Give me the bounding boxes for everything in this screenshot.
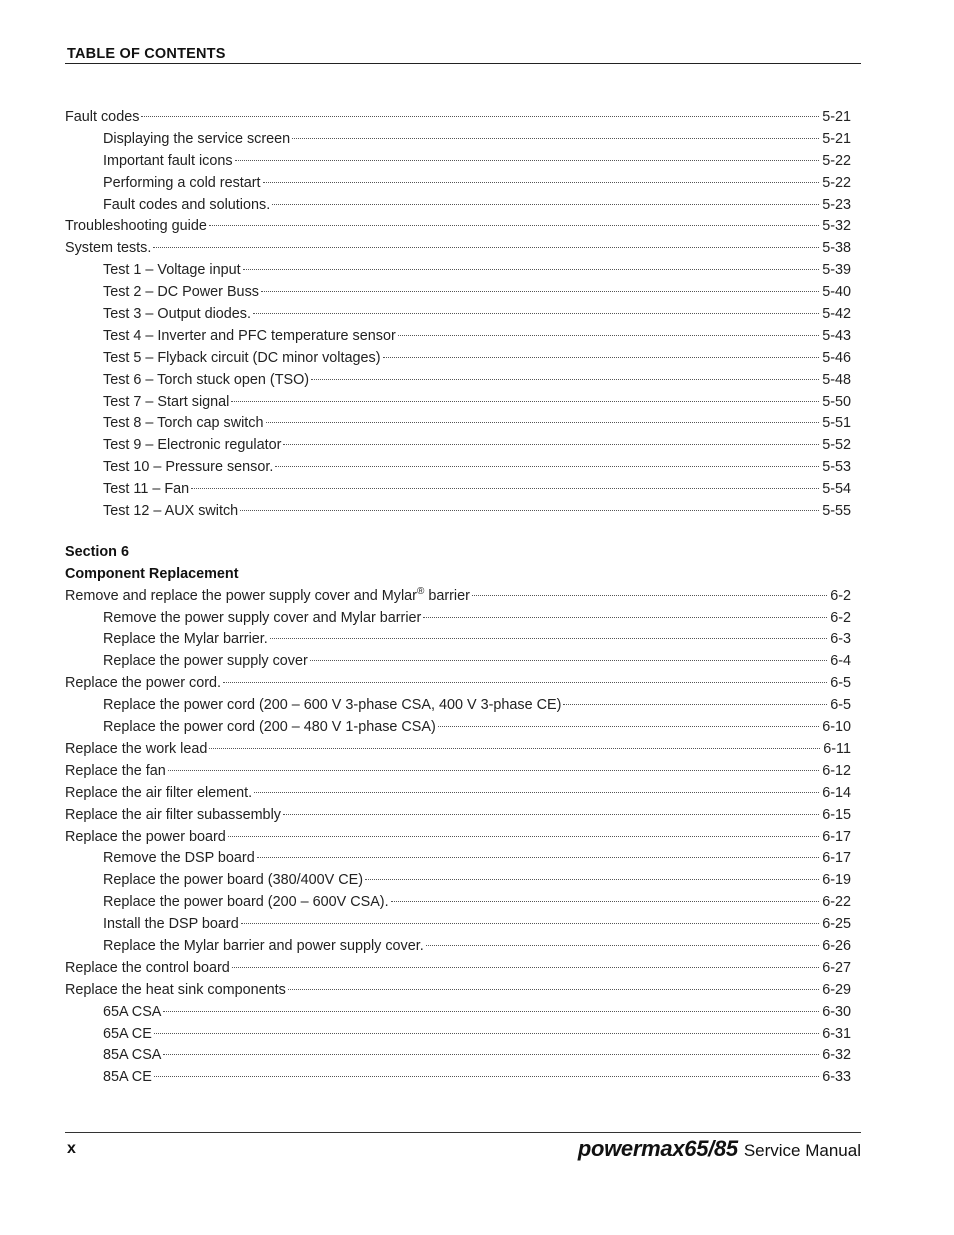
- toc-entry-page: 6-3: [830, 631, 851, 648]
- toc-entry[interactable]: [65, 651, 851, 673]
- toc-entry-title: Replace the control board: [65, 959, 230, 976]
- dot-leader: [223, 682, 827, 683]
- toc-entry-page: 5-55: [822, 503, 851, 520]
- toc-entry[interactable]: [65, 827, 851, 849]
- toc-entry-title: Replace the power supply cover: [103, 653, 308, 670]
- toc-entry[interactable]: [65, 238, 851, 260]
- dot-leader: [141, 116, 819, 117]
- toc-entry-title: Test 11 – Fan: [103, 481, 190, 498]
- toc-entry-title: Replace the power cord (200 – 480 V 1-phase CSA): [103, 719, 436, 736]
- footer-title: [578, 1136, 861, 1162]
- dot-leader: [426, 945, 819, 946]
- toc-entry-page: 6-26: [822, 937, 851, 954]
- dot-leader: [311, 379, 819, 380]
- toc-entry[interactable]: [65, 282, 851, 304]
- section-number-heading: Section 6: [65, 543, 129, 560]
- header-divider: [65, 63, 861, 64]
- toc-entry-page: 6-2: [830, 609, 851, 626]
- manual-label: Service Manual: [743, 1141, 861, 1160]
- dot-leader: [254, 792, 819, 793]
- dot-leader: [243, 269, 820, 270]
- toc-entry-page: 6-2: [830, 587, 851, 604]
- toc-entry-title: Troubleshooting guide: [65, 218, 207, 235]
- dot-leader: [209, 748, 820, 749]
- footer-divider: [65, 1132, 861, 1133]
- toc-entry-page: 5-43: [822, 327, 851, 344]
- toc-entry[interactable]: [65, 195, 851, 217]
- registered-mark: ®: [416, 585, 425, 597]
- toc-entry-page: 6-12: [822, 762, 851, 779]
- toc-entry[interactable]: [65, 304, 851, 326]
- toc-entry[interactable]: [65, 914, 851, 936]
- dot-leader: [283, 814, 819, 815]
- toc-entry[interactable]: [65, 479, 851, 501]
- dot-leader: [168, 770, 819, 771]
- toc-entry-page: 6-10: [822, 719, 851, 736]
- toc-entry[interactable]: [65, 173, 851, 195]
- toc-entry-title: Test 3 – Output diodes.: [103, 306, 251, 323]
- toc-entry-title: Test 5 – Flyback circuit (DC minor voltages): [103, 349, 381, 366]
- toc-entry[interactable]: [65, 980, 851, 1002]
- toc-entry-page: 5-48: [822, 371, 851, 388]
- toc-entry-title: Remove the power supply cover and Mylar barrier: [103, 609, 422, 626]
- toc-entry[interactable]: [65, 1002, 851, 1024]
- toc-entry-page: 6-11: [823, 740, 851, 757]
- dot-leader: [266, 422, 820, 423]
- toc-entry-page: 5-52: [822, 437, 851, 454]
- toc-entry-page: 6-19: [822, 872, 851, 889]
- dot-leader: [163, 1011, 819, 1012]
- dot-leader: [154, 1076, 819, 1077]
- toc-entry[interactable]: [65, 129, 851, 151]
- toc-entry[interactable]: [65, 1067, 851, 1089]
- toc-entry[interactable]: [65, 870, 851, 892]
- toc-entry[interactable]: [65, 673, 851, 695]
- dot-leader: [365, 879, 819, 880]
- toc-section-6-entries: [65, 608, 851, 1090]
- toc-entry-page: 6-32: [822, 1047, 851, 1064]
- toc-entry[interactable]: [65, 216, 851, 238]
- dot-leader: [257, 857, 819, 858]
- toc-entry-page: 5-21: [822, 109, 851, 125]
- dot-leader: [154, 1033, 819, 1034]
- toc-entry[interactable]: [65, 695, 851, 717]
- toc-entry-page: 6-17: [822, 850, 851, 867]
- dot-leader: [391, 901, 820, 902]
- toc-entry-page: 6-29: [822, 981, 851, 998]
- toc-entry[interactable]: [65, 457, 851, 479]
- toc-entry[interactable]: [65, 107, 851, 129]
- dot-leader: [288, 989, 819, 990]
- toc-entry-title: Replace the air filter subassembly: [65, 806, 281, 823]
- toc-entry[interactable]: [65, 761, 851, 783]
- toc-entry-page: 6-22: [822, 894, 851, 911]
- toc-entry-title: Replace the Mylar barrier.: [103, 631, 268, 648]
- toc-entry-page: 5-42: [822, 306, 851, 323]
- dot-leader: [261, 291, 819, 292]
- toc-entry-title: Replace the work lead: [65, 740, 208, 757]
- dot-leader: [383, 357, 820, 358]
- toc-entry-page: 6-33: [822, 1069, 851, 1086]
- toc-entry[interactable]: [65, 586, 851, 608]
- dot-leader: [191, 488, 819, 489]
- toc-entry-page: 5-46: [822, 349, 851, 366]
- toc-entry[interactable]: [65, 151, 851, 173]
- toc-entry[interactable]: [65, 936, 851, 958]
- toc-entry-title: 65A CSA: [103, 1003, 162, 1020]
- dot-leader: [310, 660, 827, 661]
- toc-entry-title: Replace the power cord.: [65, 675, 221, 692]
- dot-leader: [209, 225, 819, 226]
- toc-entry-title: Test 9 – Electronic regulator: [103, 437, 282, 454]
- dot-leader: [398, 335, 819, 336]
- table-of-contents: [65, 107, 851, 1089]
- toc-entry-title: [65, 586, 470, 608]
- toc-entry-page: 6-4: [830, 653, 851, 670]
- toc-entry[interactable]: [65, 629, 851, 651]
- toc-entry-title: Important fault icons: [103, 152, 233, 169]
- dot-leader: [275, 466, 819, 467]
- toc-entry-page: 5-22: [822, 152, 851, 169]
- toc-entry-title: Test 8 – Torch cap switch: [103, 415, 264, 432]
- toc-entry[interactable]: [65, 805, 851, 827]
- dot-leader: [253, 313, 819, 314]
- toc-entry[interactable]: [65, 348, 851, 370]
- dot-leader: [240, 510, 819, 511]
- toc-entry-title: 85A CE: [103, 1069, 152, 1086]
- toc-entry-title: Replace the air filter element.: [65, 784, 253, 801]
- toc-entry-title: Replace the power cord (200 – 600 V 3-phase CSA, 400 V 3-phase CE): [103, 697, 562, 714]
- toc-entry-title: Install the DSP board: [103, 916, 239, 933]
- toc-entry[interactable]: [65, 1024, 851, 1046]
- toc-entry-title: System tests.: [65, 240, 152, 257]
- toc-entry[interactable]: [65, 326, 851, 348]
- dot-leader: [438, 726, 819, 727]
- toc-entry-page: 5-54: [822, 481, 851, 498]
- toc-entry-page: 5-51: [822, 415, 851, 432]
- toc-entry-page: 6-30: [822, 1003, 851, 1020]
- toc-entry-title: Replace the heat sink components: [65, 981, 286, 998]
- toc-entry-page: 6-5: [830, 675, 851, 692]
- toc-entry-title: 65A CE: [103, 1025, 152, 1042]
- toc-entry[interactable]: [65, 1045, 851, 1067]
- dot-leader: [270, 638, 827, 639]
- toc-entry-title: Performing a cold restart: [103, 174, 261, 191]
- toc-entry[interactable]: [65, 958, 851, 980]
- toc-section-5-entries: [65, 107, 851, 523]
- dot-leader: [263, 182, 820, 183]
- dot-leader: [153, 247, 819, 248]
- toc-entry-page: 6-25: [822, 916, 851, 933]
- section-name-heading: Component Replacement: [65, 565, 239, 582]
- toc-entry-title: 85A CSA: [103, 1047, 162, 1064]
- toc-entry[interactable]: [65, 717, 851, 739]
- toc-entry-title-suffix: barrier: [424, 587, 470, 604]
- toc-entry[interactable]: [65, 435, 851, 457]
- toc-entry-title-main: Remove and replace the power supply cover and Mylar: [65, 587, 417, 604]
- toc-entry-page: 5-53: [822, 459, 851, 476]
- toc-entry-title: Test 12 – AUX switch: [103, 503, 239, 520]
- toc-entry[interactable]: [65, 260, 851, 282]
- toc-entry-title: Replace the fan: [65, 762, 166, 779]
- dot-leader: [241, 923, 819, 924]
- toc-entry-page: 5-39: [822, 262, 851, 279]
- toc-entry-title: Fault codes: [65, 109, 140, 125]
- toc-entry-title: Replace the Mylar barrier and power supply cover.: [103, 937, 424, 954]
- dot-leader: [163, 1054, 819, 1055]
- section-spacer: [65, 523, 851, 542]
- toc-entry-page: 5-22: [822, 174, 851, 191]
- toc-entry-page: 5-23: [822, 196, 851, 213]
- toc-entry-page: 6-27: [822, 959, 851, 976]
- dot-leader: [563, 704, 827, 705]
- toc-entry-page: 6-14: [822, 784, 851, 801]
- toc-entry[interactable]: [65, 370, 851, 392]
- dot-leader: [472, 595, 827, 596]
- toc-entry[interactable]: [65, 413, 851, 435]
- toc-entry-title: Replace the power board (200 – 600V CSA).: [103, 894, 389, 911]
- toc-entry-page: 5-50: [822, 393, 851, 410]
- dot-leader: [423, 617, 827, 618]
- toc-entry-page: 5-21: [822, 130, 851, 147]
- toc-entry-title: Test 4 – Inverter and PFC temperature sensor: [103, 327, 396, 344]
- toc-entry[interactable]: [65, 783, 851, 805]
- dot-leader: [272, 204, 819, 205]
- toc-entry[interactable]: [65, 892, 851, 914]
- footer-page-number: x: [67, 1140, 76, 1157]
- toc-entry-title: Displaying the service screen: [103, 130, 291, 147]
- toc-entry-title: Remove the DSP board: [103, 850, 255, 867]
- dot-leader: [228, 836, 819, 837]
- brand-logo-text: powermax65/85: [577, 1136, 738, 1161]
- dot-leader: [232, 967, 819, 968]
- dot-leader: [292, 138, 819, 139]
- toc-entry-title: Replace the power board: [65, 828, 226, 845]
- toc-entry-title: Fault codes and solutions.: [103, 196, 271, 213]
- toc-entry[interactable]: [65, 392, 851, 414]
- toc-entry-page: 5-38: [822, 240, 851, 257]
- toc-entry-page: 5-40: [822, 284, 851, 301]
- toc-entry-page: 5-32: [822, 218, 851, 235]
- dot-leader: [283, 444, 819, 445]
- toc-entry-title: Test 10 – Pressure sensor.: [103, 459, 274, 476]
- toc-entry-title: Test 7 – Start signal: [103, 393, 230, 410]
- toc-entry[interactable]: [65, 739, 851, 761]
- toc-entry-page: 6-5: [830, 697, 851, 714]
- toc-entry-page: 6-15: [822, 806, 851, 823]
- toc-entry-page: 6-31: [822, 1025, 851, 1042]
- dot-leader: [235, 160, 820, 161]
- page-header-title: TABLE OF CONTENTS: [67, 46, 226, 62]
- toc-entry[interactable]: [65, 608, 851, 630]
- toc-entry-title: Test 1 – Voltage input: [103, 262, 241, 279]
- toc-entry-title: Replace the power board (380/400V CE): [103, 872, 363, 889]
- toc-entry-title: Test 2 – DC Power Buss: [103, 284, 259, 301]
- toc-entry-title: Test 6 – Torch stuck open (TSO): [103, 371, 310, 388]
- dot-leader: [231, 401, 819, 402]
- toc-entry-page: 6-17: [822, 828, 851, 845]
- toc-entry[interactable]: [65, 501, 851, 523]
- toc-entry[interactable]: [65, 848, 851, 870]
